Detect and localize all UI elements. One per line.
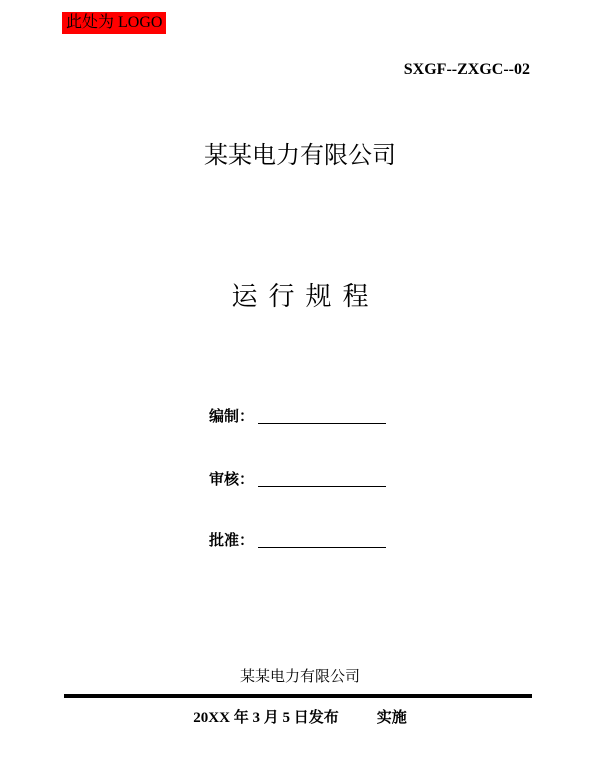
company-name-title: 某某电力有限公司 xyxy=(204,141,396,169)
signature-label-compiled: 编制： xyxy=(209,407,255,425)
signature-row-approved xyxy=(209,526,386,550)
footer-divider xyxy=(64,694,532,698)
document-code: SXGF--ZXGC--02 xyxy=(403,61,530,78)
signature-line-compiled xyxy=(258,422,386,424)
signature-line-reviewed xyxy=(258,485,386,487)
signature-label-approved: 批准： xyxy=(209,531,255,549)
footer-date-line xyxy=(0,708,600,728)
signature-row-reviewed xyxy=(209,465,386,489)
signature-line-approved xyxy=(258,546,386,548)
signature-row-compiled xyxy=(209,402,386,426)
publish-date: 20XX 年 3 月 5 日发布 xyxy=(193,710,339,726)
implement-label: 实施 xyxy=(376,710,407,726)
document-title: 运行规程 xyxy=(231,282,380,312)
logo-placeholder: 此处为 LOGO xyxy=(62,12,166,34)
signature-label-reviewed: 审核： xyxy=(209,470,255,488)
footer-company-name: 某某电力有限公司 xyxy=(239,667,360,685)
